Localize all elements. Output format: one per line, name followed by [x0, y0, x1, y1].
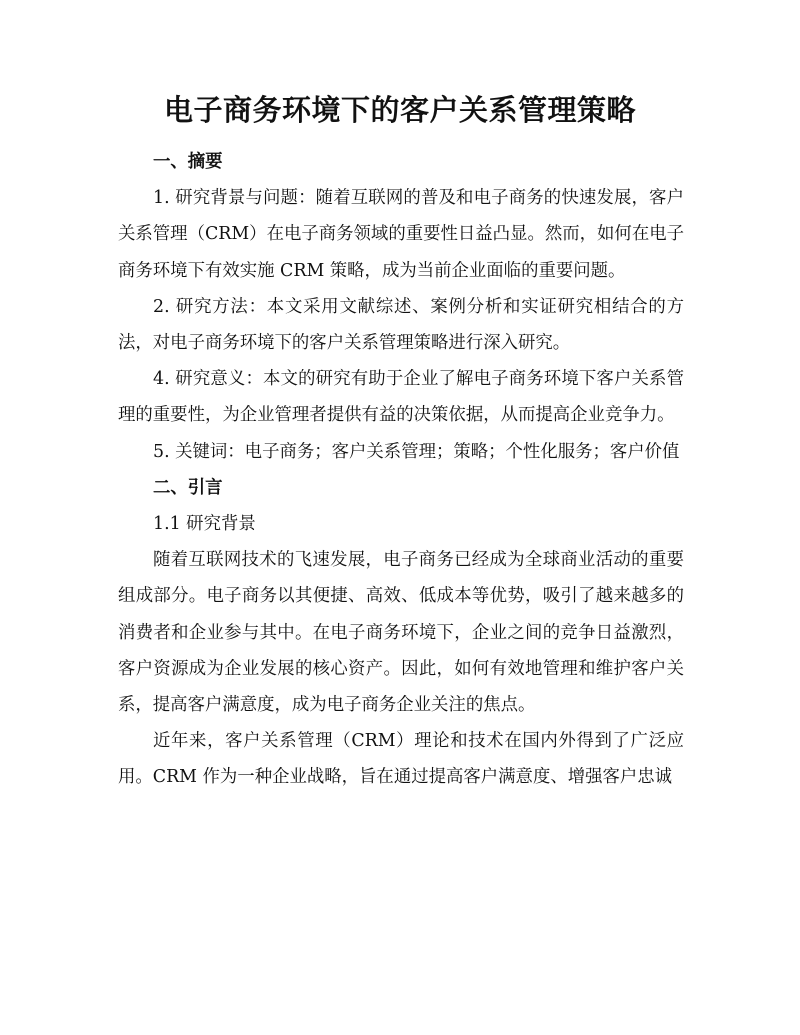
abstract-item-background: 1. 研究背景与问题：随着互联网的普及和电子商务的快速发展，客户关系管理（CRM）在电子商务领域的重要性日益凸显。然而，如何在电子商务环境下有效实施 CRM 策略，成为当前企业面临的重要问题。	[118, 188, 684, 281]
document-title: 电子商务环境下的客户关系管理策略	[163, 93, 636, 127]
subsection-heading-background: 1.1 研究背景	[153, 514, 256, 535]
abstract-item-keywords: 5. 关键词：电子商务；客户关系管理；策略；个性化服务；客户价值	[153, 441, 680, 462]
abstract-item-method: 2. 研究方法：本文采用文献综述、案例分析和实证研究相结合的方法，对电子商务环境下的客户关系管理策略进行深入研究。	[118, 296, 684, 354]
intro-paragraph: 近年来，客户关系管理（CRM）理论和技术在国内外得到了广泛应用。CRM 作为一种企业战略，旨在通过提高客户满意度、增强客户忠诚	[118, 731, 684, 788]
section-heading-introduction: 二、引言	[153, 477, 223, 498]
intro-paragraph: 随着互联网技术的飞速发展，电子商务已经成为全球商业活动的重要组成部分。电子商务以其便捷、高效、低成本等优势，吸引了越来越多的消费者和企业参与其中。在电子商务环境下，企业之间的竞争日益激烈，客户资源成为企业发展的核心资产。因此，如何有效地管理和维护客户关系，提高客户满意度，成为电子商务企业关注的焦点。	[118, 550, 684, 716]
document-body	[118, 144, 684, 796]
abstract-item-significance: 4. 研究意义：本文的研究有助于企业了解电子商务环境下客户关系管理的重要性，为企业管理者提供有益的决策依据，从而提高企业竞争力。	[118, 369, 684, 426]
section-heading-abstract: 一、摘要	[153, 152, 223, 172]
